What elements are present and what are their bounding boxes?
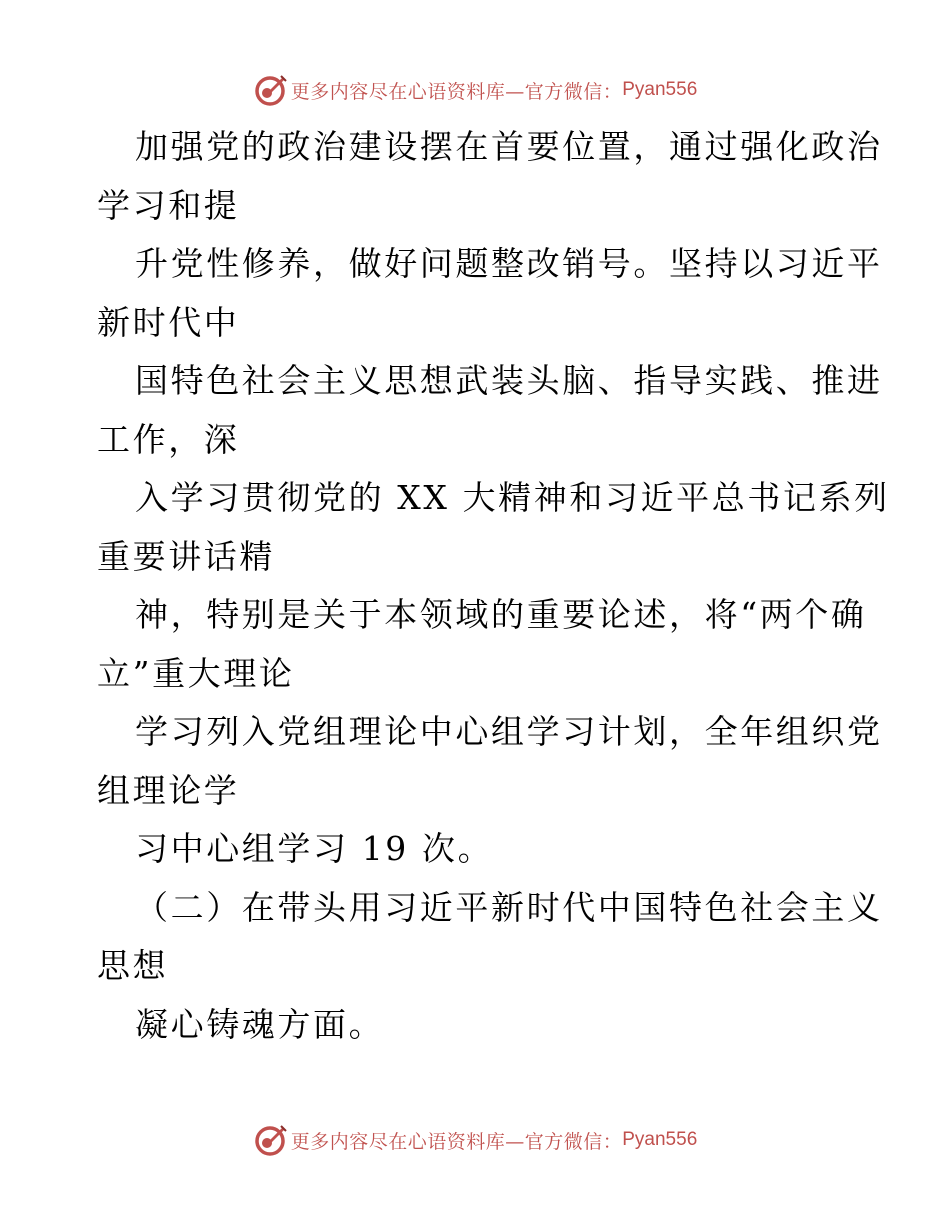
text-line: 组理论学 — [97, 770, 240, 810]
document-body — [97, 118, 890, 1054]
text-line: 加强党的政治建设摆在首要位置，通过强化政治 — [135, 127, 883, 166]
pen-logo-icon — [253, 1123, 287, 1157]
watermark-text: 更多内容尽在心语资料库—官方微信： — [290, 1130, 623, 1153]
pen-logo-icon — [253, 73, 287, 107]
text-line: 习中心组学习 19 次。 — [135, 829, 494, 868]
text-line: 思想 — [97, 946, 169, 985]
text-line: 学习和提 — [97, 185, 240, 225]
text-line: 工作，深 — [97, 419, 240, 459]
text-line: 重要讲话精 — [97, 536, 275, 576]
watermark-wechat-id: Pyan556 — [622, 1129, 698, 1150]
text-line: 学习列入党组理论中心组学习计划，全年组织党 — [135, 712, 883, 751]
text-line: 入学习贯彻党的 XX 大精神和习近平总书记系列 — [135, 478, 890, 517]
text-line: 凝心铸魂方面。 — [135, 1004, 385, 1044]
text-line: （二）在带头用习近平新时代中国特色社会主义 — [135, 887, 883, 927]
watermark-wechat-id: Pyan556 — [622, 79, 698, 100]
text-line: 国特色社会主义思想武装头脑、指导实践、推进 — [135, 361, 883, 400]
text-line: 新时代中 — [97, 302, 240, 342]
text-line: 神，特别是关于本领域的重要论述，将“两个确 — [135, 595, 867, 634]
text-line: 升党性修养，做好问题整改销号。坚持以习近平 — [135, 244, 883, 283]
watermark-text: 更多内容尽在心语资料库—官方微信： — [290, 80, 623, 103]
header-watermark — [0, 72, 950, 108]
footer-watermark — [0, 1122, 950, 1158]
text-line: 立”重大理论 — [97, 653, 295, 693]
